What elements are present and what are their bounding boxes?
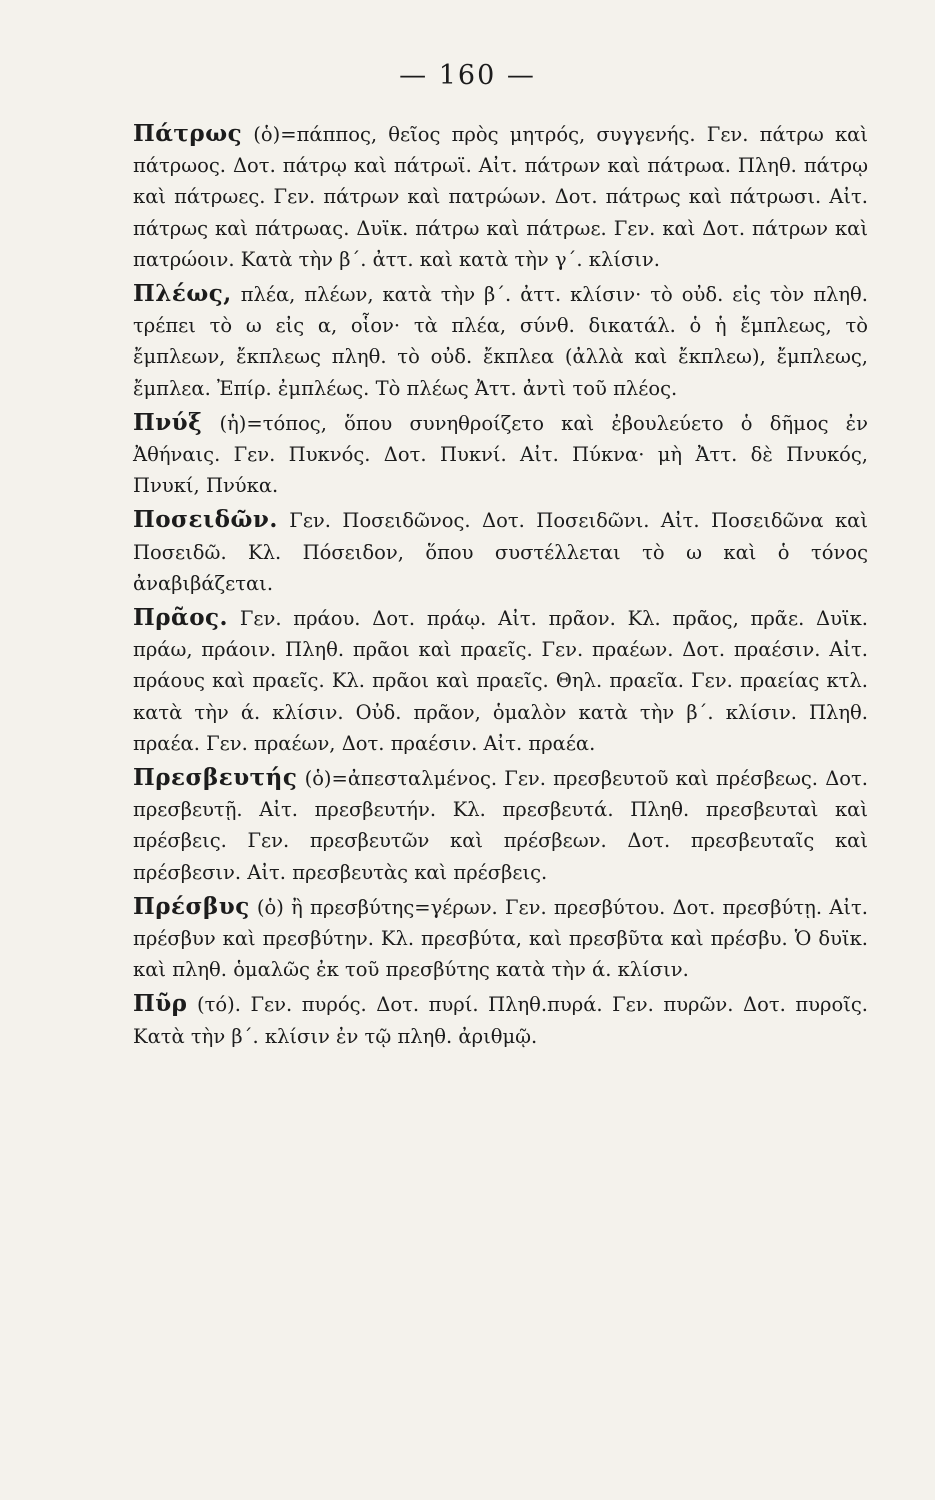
entry-text: Γεν. Ποσειδῶνος. Δοτ. Ποσειδῶνι. Αἰτ. Ποσειδῶνα καὶ Ποσειδῶ. Κλ. Πόσειδον, ὅπου συστέλλεται τὸ ω καὶ ὁ τόνος ἀναβιβάζεται. — [133, 509, 868, 595]
dictionary-entries — [133, 118, 868, 1055]
headword: Πρέσβυς — [133, 892, 250, 920]
entry-text: (ὁ) ἢ πρεσβύτης=γέρων. Γεν. πρεσβύτου. Δοτ. πρεσβύτῃ. Αἰτ. πρέσβυν καὶ πρεσβύτην. Κλ. πρεσβύτα, καὶ πρεσβῦτα καὶ πρέσβυ. Ὁ δυϊκ. καὶ πληθ. ὁμαλῶς ἐκ τοῦ πρεσβύτης κατὰ τὴν ά. κλίσιν. — [133, 895, 868, 982]
headword: Πάτρως — [133, 120, 243, 147]
headword: Πλέως, — [133, 280, 232, 308]
headword: Πῦρ — [133, 990, 188, 1018]
entry-pleos — [133, 278, 868, 404]
entry-text: (ἡ)=τόπος, ὅπου συνηθροίζετο καὶ ἐβουλεύετο ὁ δῆμος ἐν Ἀθήναις. Γεν. Πυκνός. Δοτ. Πυκνί. Αἰτ. Πύκνα· μὴ Ἀττ. δὲ Πνυκός, Πνυκί, Πνύκα. — [133, 411, 868, 498]
entry-text: πλέα, πλέων, κατὰ τὴν β΄. ἀττ. κλίσιν· τὸ οὐδ. εἰς τὸν πληθ. τρέπει τὸ ω εἰς α, οἷον· τὰ πλέα, σύνθ. δικατάλ. ὁ ἡ ἔμπλεως, τὸ ἔμπλεων, ἔκπλεως πληθ. τὸ οὐδ. ἔκπλεα (ἀλλὰ καὶ ἔκπλεω), ἔμπλεως, ἔμπλεα. Ἐπίρ. ἐμπλέως. Τὸ πλέως Ἀττ. ἀντὶ τοῦ πλέος. — [133, 283, 868, 400]
entry-presbys — [133, 891, 868, 986]
headword: Πρᾶος. — [133, 604, 229, 632]
entry-text: Γεν. πράου. Δοτ. πράῳ. Αἰτ. πρᾶον. Κλ. πρᾶος, πρᾶε. Δυϊκ. πράω, πράοιν. Πληθ. πρᾶοι καὶ πραεῖς. Γεν. πραέων. Δοτ. πραέσιν. Αἰτ. πράους καὶ πραεῖς. Κλ. πρᾶοι καὶ πραεῖς. Θηλ. πραεῖα. Γεν. πραείας κτλ. κατὰ τὴν ά. κλίσιν. Οὐδ. πρᾶον, ὁμαλὸν κατὰ τὴν β΄. κλίσιν. Πληθ. πραέα. Γεν. πραέων, Δοτ. πραέσιν. Αἰτ. πραέα. — [133, 607, 868, 755]
page-number: — 160 — — [399, 60, 536, 91]
entry-praos — [133, 602, 868, 759]
entry-text: (ὁ)=πάππος, θεῖος πρὸς μητρός, συγγενής. Γεν. πάτρω καὶ πάτρωος. Δοτ. πάτρῳ καὶ πάτρωϊ. Αἰτ. πάτρων καὶ πάτρωα. Πληθ. πάτρῳ καὶ πάτρωες. Γεν. πάτρων καὶ πατρώων. Δοτ. πάτρως καὶ πάτρωσι. Αἰτ. πάτρως καὶ πάτρωας. Δυϊκ. πάτρω καὶ πάτρωε. Γεν. καὶ Δοτ. πάτρων καὶ πατρώοιν. Κατὰ τὴν β΄. ἀττ. καὶ κατὰ τὴν γ΄. κλίσιν. — [133, 123, 868, 271]
headword: Πνύξ — [133, 408, 203, 436]
headword: Πρεσβευτής — [133, 764, 298, 792]
entry-text: (ὁ)=ἀπεσταλμένος. Γεν. πρεσβευτοῦ καὶ πρέσβεως. Δοτ. πρεσβευτῇ. Αἰτ. πρεσβευτήν. Κλ. πρεσβευτά. Πληθ. πρεσβευταὶ καὶ πρέσβεις. Γεν. πρεσβευτῶν καὶ πρέσβεων. Δοτ. πρεσβευταῖς καὶ πρέσβεσιν. Αἰτ. πρεσβευτὰς καὶ πρέσβεις. — [133, 767, 868, 884]
entry-text: (τό). Γεν. πυρός. Δοτ. πυρί. Πληθ.πυρά. Γεν. πυρῶν. Δοτ. πυροῖς. Κατὰ τὴν β΄. κλίσιν ἐν τῷ πληθ. ἀριθμῷ. — [133, 993, 868, 1048]
entry-presbeutes — [133, 762, 868, 888]
entry-poseidon — [133, 504, 868, 599]
entry-patros — [133, 118, 868, 275]
entry-pyr — [133, 988, 868, 1051]
headword: Ποσειδῶν. — [133, 506, 278, 534]
entry-pnyx — [133, 407, 868, 502]
